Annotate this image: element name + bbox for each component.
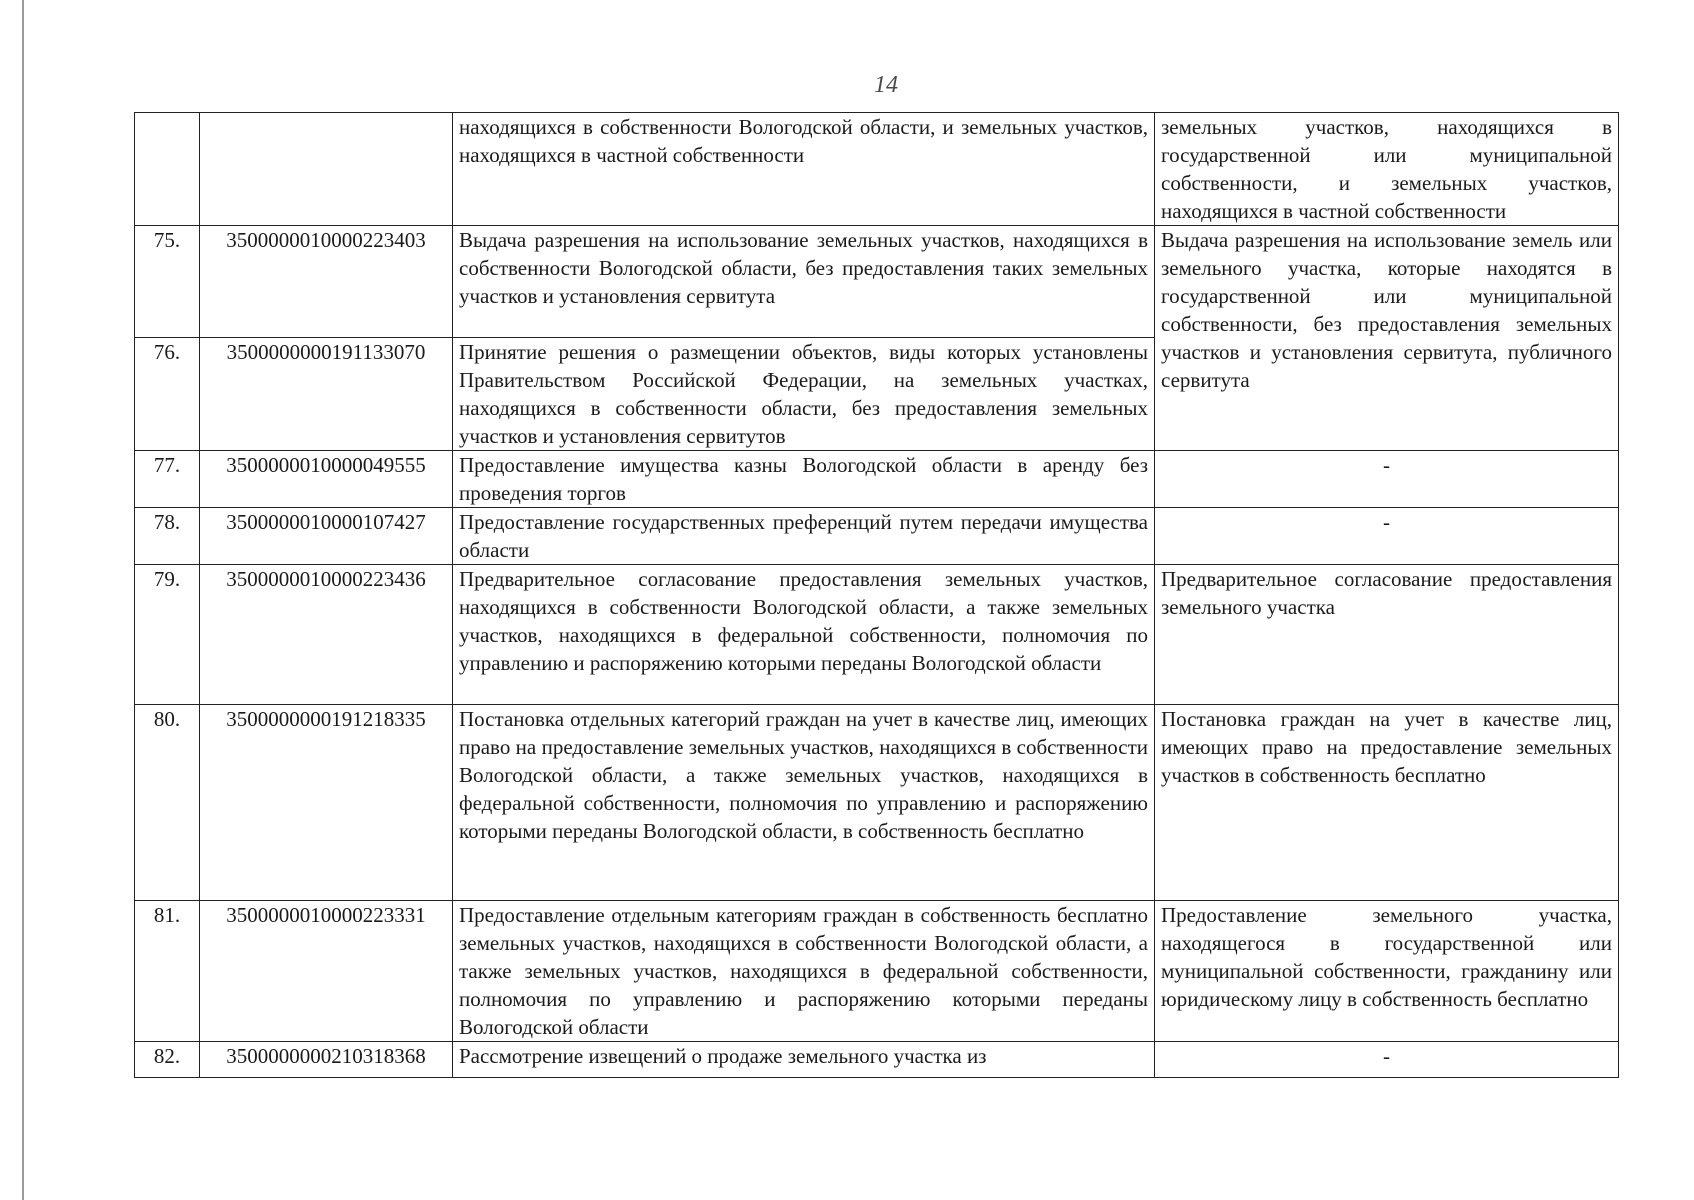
service-name: Постановка отдельных категорий граждан на учет в качестве лиц, имеющих право на предоставление земельных участков, находящихся в собственности Вологодской области, а также земельных участков, находящихся в федеральной собственности, полномочия по управлению и распоряжению которыми переданы Вологодской области, в собственность бесплатно bbox=[453, 705, 1155, 901]
service-code: 3500000010000223436 bbox=[200, 565, 453, 705]
row-number: 75. bbox=[135, 226, 200, 338]
table-row bbox=[135, 113, 1619, 226]
table-row bbox=[135, 451, 1619, 508]
row-number: 80. bbox=[135, 705, 200, 901]
service-name: Рассмотрение извещений о продаже земельного участка из bbox=[453, 1042, 1155, 1078]
service-name: Предоставление государственных преференций путем передачи имущества области bbox=[453, 508, 1155, 565]
row-number: 81. bbox=[135, 901, 200, 1042]
page-number: 14 bbox=[874, 72, 898, 98]
table-row bbox=[135, 901, 1619, 1042]
table-row bbox=[135, 565, 1619, 705]
federal-service-name: Предварительное согласование предоставления земельного участка bbox=[1155, 565, 1619, 705]
row-number: 79. bbox=[135, 565, 200, 705]
federal-service-name: Выдача разрешения на использование земель или земельного участка, которые находятся в государственной или муниципальной собственности, без предоставления земельных участков и установления сервитута, публичного сервитута bbox=[1155, 226, 1619, 451]
row-number: 82. bbox=[135, 1042, 200, 1078]
service-name: находящихся в собственности Вологодской области, и земельных участков, находящихся в частной собственности bbox=[453, 113, 1155, 226]
service-code: 3500000000191133070 bbox=[200, 338, 453, 451]
table-row bbox=[135, 508, 1619, 565]
row-number: 78. bbox=[135, 508, 200, 565]
service-name: Предоставление отдельным категориям граждан в собственность бесплатно земельных участков, находящихся в собственности Вологодской области, а также земельных участков, находящихся в федеральной собственности, полномочия по управлению и распоряжению которыми переданы Вологодской области bbox=[453, 901, 1155, 1042]
row-number: 76. bbox=[135, 338, 200, 451]
table-row bbox=[135, 705, 1619, 901]
federal-service-name: - bbox=[1155, 508, 1619, 565]
services-table bbox=[134, 112, 1619, 1078]
service-code: 3500000010000223331 bbox=[200, 901, 453, 1042]
service-name: Предоставление имущества казны Вологодской области в аренду без проведения торгов bbox=[453, 451, 1155, 508]
federal-service-name: - bbox=[1155, 1042, 1619, 1078]
service-name: Предварительное согласование предоставления земельных участков, находящихся в собственности Вологодской области, а также земельных участков, находящихся в федеральной собственности, полномочия по управлению и распоряжению которыми переданы Вологодской области bbox=[453, 565, 1155, 705]
row-number bbox=[135, 113, 200, 226]
service-name: Принятие решения о размещении объектов, виды которых установлены Правительством Российской Федерации, на земельных участках, находящихся в собственности области, без предоставления земельных участков и установления сервитутов bbox=[453, 338, 1155, 451]
federal-service-name: Постановка граждан на учет в качестве лиц, имеющих право на предоставление земельных участков в собственность бесплатно bbox=[1155, 705, 1619, 901]
service-code: 3500000010000223403 bbox=[200, 226, 453, 338]
service-name: Выдача разрешения на использование земельных участков, находящихся в собственности Вологодской области, без предоставления таких земельных участков и установления сервитута bbox=[453, 226, 1155, 338]
page-left-edge bbox=[22, 0, 24, 1200]
service-code: 3500000010000049555 bbox=[200, 451, 453, 508]
federal-service-name: - bbox=[1155, 451, 1619, 508]
table-row bbox=[135, 226, 1619, 338]
service-code: 3500000010000107427 bbox=[200, 508, 453, 565]
service-code: 3500000000191218335 bbox=[200, 705, 453, 901]
service-code: 3500000000210318368 bbox=[200, 1042, 453, 1078]
federal-service-name: земельных участков, находящихся в государственной или муниципальной собственности, и земельных участков, находящихся в частной собственности bbox=[1155, 113, 1619, 226]
row-number: 77. bbox=[135, 451, 200, 508]
service-code bbox=[200, 113, 453, 226]
table-row bbox=[135, 1042, 1619, 1078]
federal-service-name: Предоставление земельного участка, находящегося в государственной или муниципальной собственности, гражданину или юридическому лицу в собственность бесплатно bbox=[1155, 901, 1619, 1042]
